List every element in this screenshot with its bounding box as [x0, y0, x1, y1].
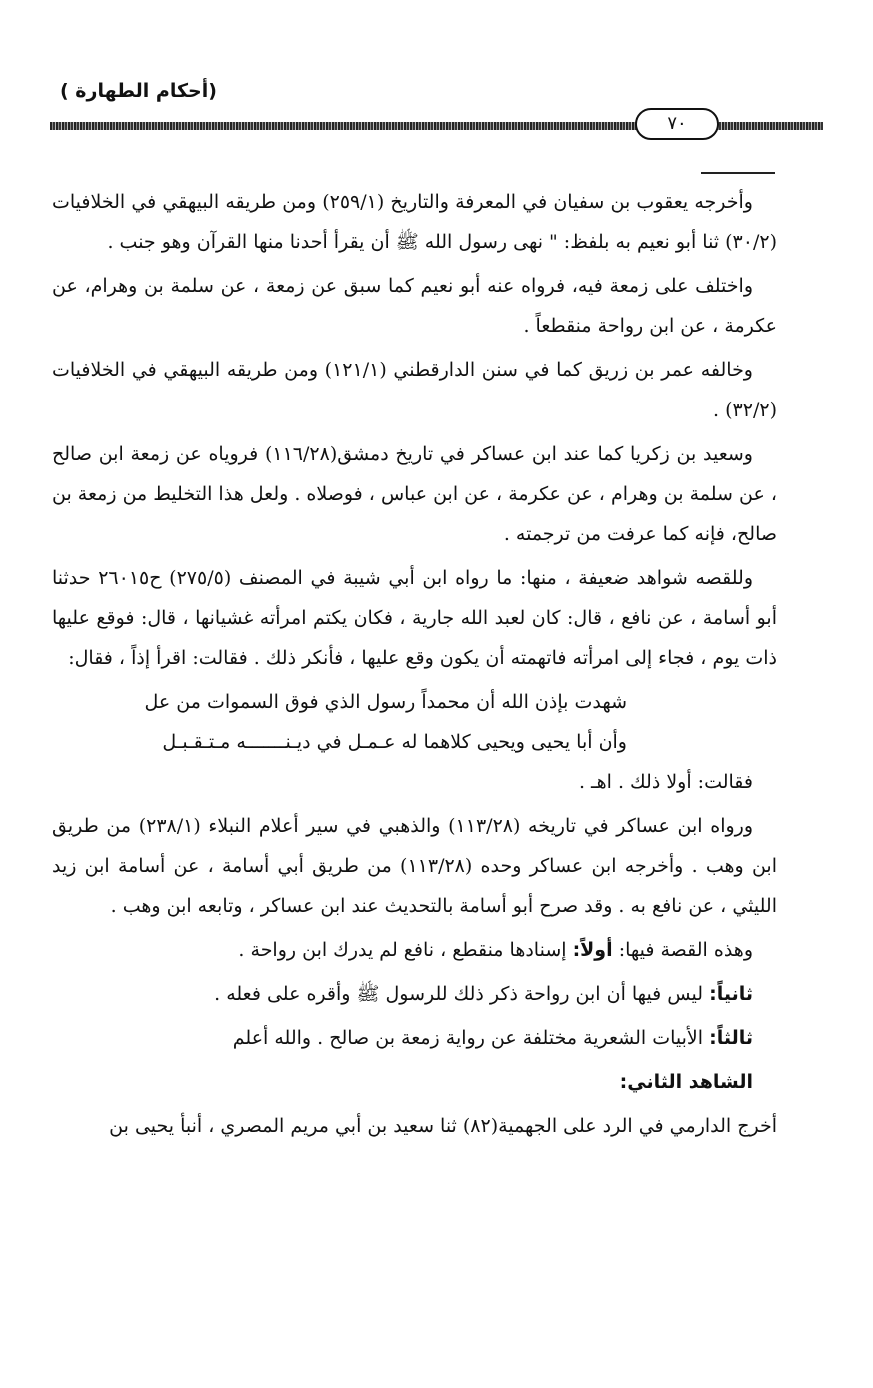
- point-text: إسنادها منقطع ، نافع لم يدرك ابن رواحة .: [238, 939, 567, 961]
- point-label: ثالثاً:: [709, 1027, 753, 1049]
- point-text: ليس فيها أن ابن رواحة ذكر ذلك للرسول ﷺ وأقره على فعله .: [214, 983, 704, 1005]
- section-heading: [52, 1062, 777, 1102]
- section-heading-text: الشاهد الثاني:: [619, 1071, 753, 1093]
- page-number: ٧٠: [635, 108, 719, 140]
- paragraph-lead: وهذه القصة فيها:: [618, 939, 753, 961]
- paragraph: وسعيد بن زكريا كما عند ابن عساكر في تاريخ دمشق(١١٦/٢٨) فروياه عن زمعة ابن صالح ، عن سلمة بن وهرام ، عن عكرمة ، عن ابن عباس ، فوصلاه . ولعل هذا التخليط من زمعة بن صالح، فإنه كما عرفت من ترجمته .: [52, 443, 777, 545]
- paragraph: وخالفه عمر بن زريق كما في سنن الدارقطني (١٢١/١) ومن طريقه البيهقي في الخلافيات (٣٢/٢) .: [52, 359, 777, 421]
- paragraph: ورواه ابن عساكر في تاريخه (١١٣/٢٨) والذهبي في سير أعلام النبلاء (٢٣٨/١) من طريق ابن وهب . وأخرجه ابن عساكر وحده (١١٣/٢٨) من طريق أبي أسامة ، عن أسامة ابن زيد الليثي ، عن نافع به . وقد صرح أبو أسامة بالتحديث عند ابن عساكر ، وتابعه ابن وهب .: [52, 815, 777, 917]
- paragraph: واختلف على زمعة فيه، فرواه عنه أبو نعيم كما سبق عن زمعة ، عن سلمة بن وهرام، عن عكرمة ، عن ابن رواحة منقطعاً .: [52, 275, 777, 337]
- paragraph: [52, 930, 777, 970]
- paragraph: أخرج الدارمي في الرد على الجهمية(٨٢) ثنا سعيد بن أبي مريم المصري ، أنبأ يحيى بن: [109, 1115, 777, 1137]
- paragraph: وللقصه شواهد ضعيفة ، منها: ما رواه ابن أبي شيبة في المصنف (٢٧٥/٥) ح٢٦٠١٥ حدثنا أبو أسامة ، عن نافع ، قال: كان لعبد الله جارية ، فكان يكتم امرأته غشيانها ، قال: فوقع عليها ذات يوم ، فجاء إلى امرأته فاتهمته أن يكون وقع عليها ، فأنكر ذلك . فقالت: اقرأ إذاً ، فقال:: [52, 567, 777, 669]
- paragraph: فقالت: أولا ذلك . اهـ .: [578, 771, 753, 793]
- poem: [52, 682, 777, 762]
- paragraph: وأخرجه يعقوب بن سفيان في المعرفة والتاريخ (٢٥٩/١) ومن طريقه البيهقي في الخلافيات (٣٠/٢) ثنا أبو نعيم به بلفظ: " نهى رسول الله ﷺ أن يقرأ أحدنا منها القرآن وهو جنب .: [52, 191, 777, 253]
- page-header: [50, 72, 823, 142]
- page-body: [52, 182, 777, 1150]
- poem-line: شهدت بإذن الله أن محمداً رسول الذي فوق السموات من عل: [144, 691, 627, 713]
- paragraph: [52, 974, 777, 1014]
- point-label: ثانياً:: [709, 983, 753, 1005]
- book-title: (أحكام الطهارة ): [60, 80, 217, 102]
- point-text: الأبيات الشعرية مختلفة عن رواية زمعة بن صالح . والله أعلم: [232, 1027, 704, 1049]
- paragraph: [52, 1018, 777, 1058]
- poem-line: وأن أبا يحيى ويحيى كلاهما له عـمـل في ديـنـــــــه مـتـقـبـل: [162, 731, 627, 753]
- point-label: أولاً:: [572, 939, 613, 961]
- separator-line: [701, 172, 775, 174]
